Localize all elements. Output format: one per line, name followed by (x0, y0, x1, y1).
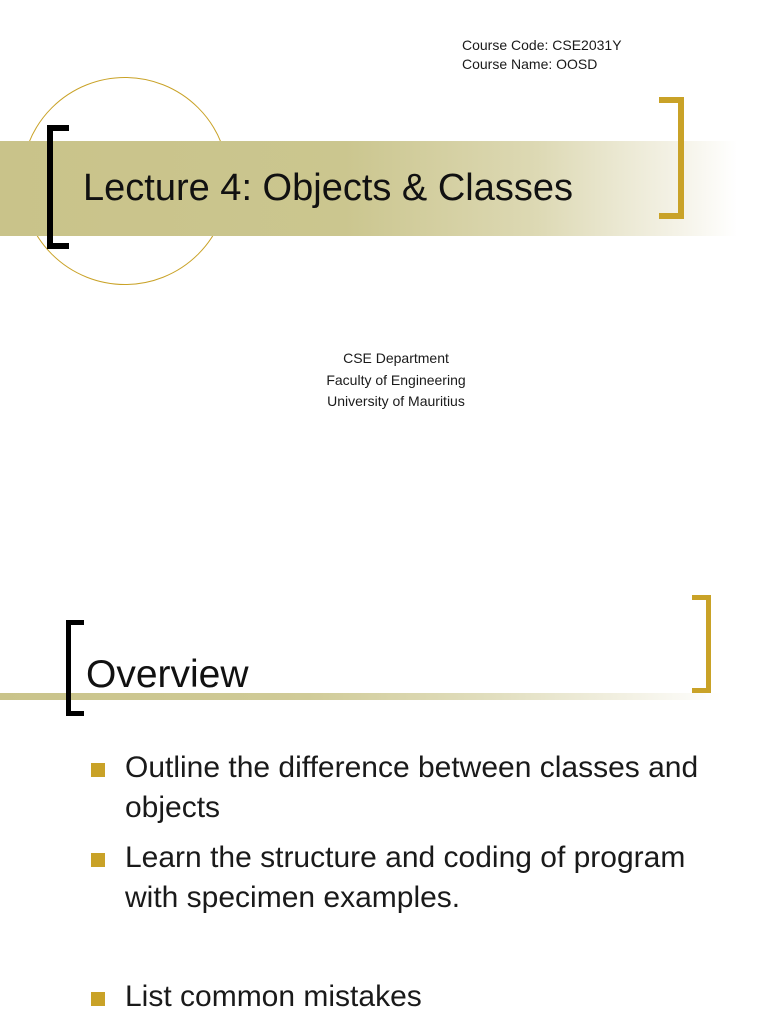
square-bullet-icon (91, 763, 105, 777)
bullet-text: List common mistakes (125, 980, 422, 1013)
bullet-text: Outline the difference between classes and objects (125, 751, 699, 824)
lecture-title: Lecture 4: Objects & Classes (83, 167, 573, 209)
left-bracket-decoration (66, 620, 84, 716)
square-bullet-icon (91, 992, 105, 1006)
course-name: Course Name: OOSD (462, 56, 598, 72)
faculty-name: Faculty of Engineering (326, 371, 466, 388)
square-bullet-icon (91, 853, 105, 867)
course-info (462, 36, 622, 74)
department-name: CSE Department (343, 350, 449, 366)
overview-slide (0, 540, 768, 1024)
overview-title: Overview (86, 653, 249, 696)
right-bracket-decoration (692, 595, 711, 693)
university-name: University of Mauritius (327, 393, 465, 409)
department-info (0, 348, 768, 413)
course-code: Course Code: CSE2031Y (462, 37, 622, 53)
right-bracket-decoration (659, 97, 684, 219)
bullet-text: Learn the structure and coding of program with specimen examples. (125, 841, 686, 914)
left-bracket-decoration (47, 125, 69, 249)
